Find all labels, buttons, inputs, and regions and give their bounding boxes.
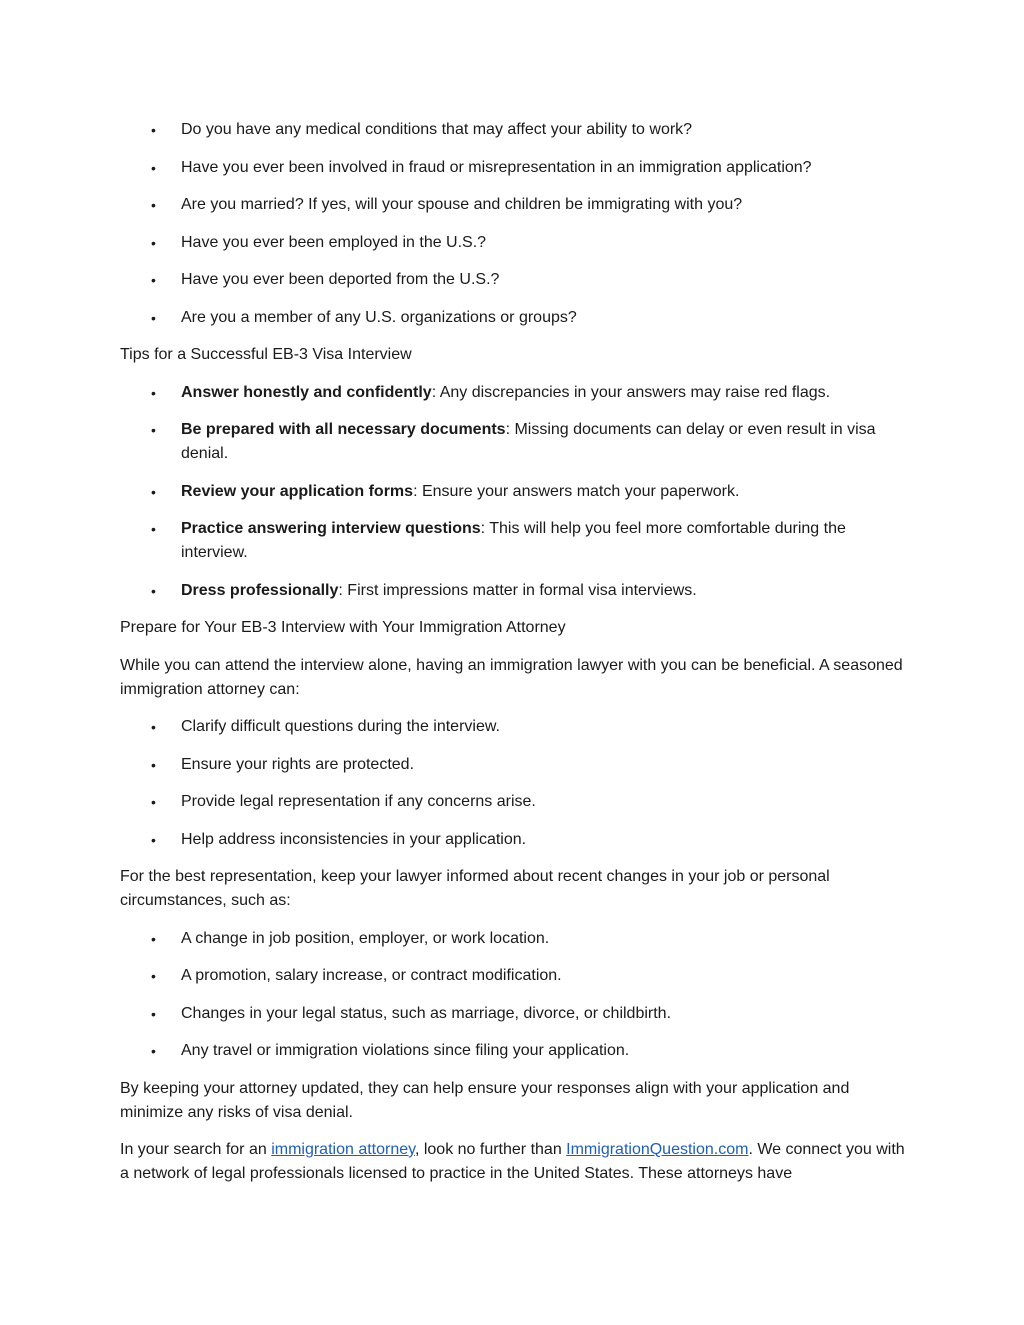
bullet-icon: • [151, 582, 156, 599]
bullet-icon: • [151, 272, 156, 288]
bullet-icon: • [151, 197, 156, 213]
list-item: • Provide legal representation if any concerns arise. [120, 790, 910, 814]
bullet-icon: • [151, 1005, 156, 1022]
prepare-intro: While you can attend the interview alone, having an immigration lawyer with you can be beneficial. A seasoned immigration attorney can: [120, 656, 903, 698]
keeping-updated-paragraph: By keeping your attorney updated, they can help ensure your responses align with your application and minimize any risks of visa denial. [120, 1079, 850, 1121]
tip-title: Review your application forms [181, 482, 414, 500]
list-item [120, 579, 910, 603]
changes-list [120, 927, 910, 1064]
tip-text: : Ensure your answers match your paperwork. [413, 482, 740, 500]
immigrationquestion-link[interactable]: ImmigrationQuestion.com [566, 1141, 749, 1158]
bullet-icon: • [151, 159, 156, 176]
tip-text: : Missing documents can delay or even result in visa denial. [181, 421, 876, 462]
tip-text: : This will help you feel more comfortable during the interview. [181, 520, 846, 561]
bullet-icon: • [151, 719, 156, 735]
list-item: • Have you ever been employed in the U.S.? [120, 231, 910, 255]
list-item [120, 480, 910, 504]
list-item: • Have you ever been deported from the U.S.? [120, 268, 910, 292]
questions-list [120, 118, 910, 330]
bullet-icon: • [151, 309, 156, 326]
list-item: • Ensure your rights are protected. [120, 753, 910, 777]
bullet-icon: • [151, 1043, 156, 1059]
bullet-icon: • [151, 422, 156, 438]
bullet-icon: • [151, 521, 156, 537]
tip-text: : Any discrepancies in your answers may raise red flags. [431, 383, 831, 401]
inform-intro: For the best representation, keep your lawyer informed about recent changes in your job or personal circumstances, such as: [120, 868, 830, 909]
bullet-icon: • [151, 756, 156, 773]
list-item: • Clarify difficult questions during the interview. [120, 715, 910, 739]
bullet-icon: • [151, 831, 156, 848]
bullet-icon: • [151, 234, 156, 251]
list-item: • A change in job position, employer, or work location. [120, 927, 910, 951]
list-item: • Do you have any medical conditions that may affect your ability to work? [120, 118, 910, 142]
tip-title: Answer honestly and confidently [181, 383, 432, 401]
tip-title: Dress professionally [181, 581, 339, 599]
tip-text: : First impressions matter in formal visa interviews. [338, 581, 697, 599]
list-item: • Are you a member of any U.S. organizations or groups? [120, 306, 910, 330]
tip-title: Practice answering interview questions [181, 520, 481, 537]
attorney-can-list [120, 715, 910, 852]
bullet-icon: • [151, 483, 156, 500]
list-item: • Are you married? If yes, will your spouse and children be immigrating with you? [120, 193, 910, 217]
tip-title: Be prepared with all necessary documents [181, 421, 506, 438]
list-item: • Have you ever been involved in fraud or misrepresentation in an immigration application? [120, 156, 910, 180]
tips-list [120, 381, 910, 603]
list-item [120, 517, 910, 565]
list-item: • A promotion, salary increase, or contract modification. [120, 964, 910, 988]
tips-heading: Tips for a Successful EB-3 Visa Interview [120, 346, 412, 363]
closing-paragraph: In your search for an immigration attorney, look no further than ImmigrationQuestion.com. We connect you with a network of legal professionals licensed to practice in the United States. These attorneys have [120, 1141, 905, 1182]
bullet-icon: • [151, 384, 156, 401]
bullet-icon: • [151, 122, 156, 138]
immigration-attorney-link[interactable]: immigration attorney [271, 1141, 415, 1158]
list-item [120, 381, 910, 405]
list-item: • Any travel or immigration violations since filing your application. [120, 1039, 910, 1063]
prepare-heading: Prepare for Your EB-3 Interview with Your Immigration Attorney [120, 619, 566, 636]
list-item: • Changes in your legal status, such as marriage, divorce, or childbirth. [120, 1002, 910, 1026]
bullet-icon: • [151, 794, 156, 810]
list-item: • Help address inconsistencies in your application. [120, 828, 910, 852]
document-page [120, 118, 910, 1200]
bullet-icon: • [151, 930, 156, 947]
bullet-icon: • [151, 968, 156, 984]
list-item [120, 418, 910, 466]
